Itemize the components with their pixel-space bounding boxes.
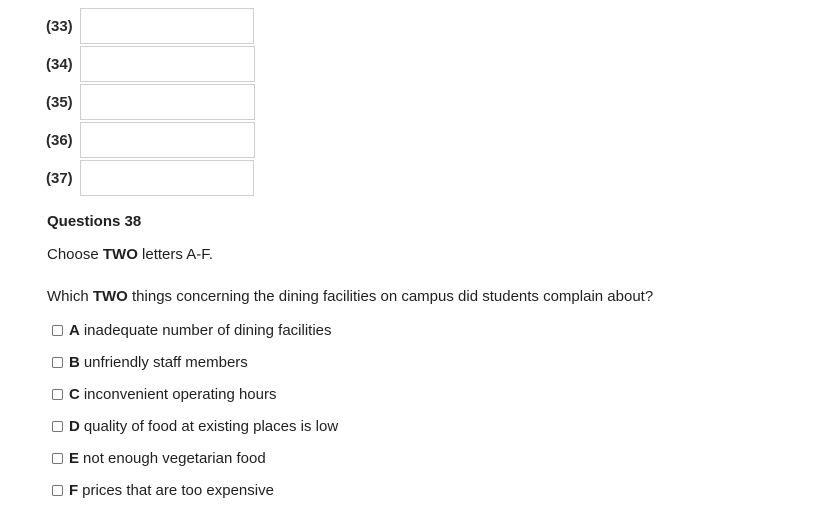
instruction-emphasis: TWO — [102, 246, 138, 263]
question-number-37: (37) — [46, 169, 73, 187]
option-a-checkbox[interactable] — [52, 325, 63, 336]
answer-row-37 — [46, 159, 254, 197]
question-number-36: (36) — [46, 131, 73, 149]
option-b-letter: B — [69, 353, 80, 371]
question-number-33: (33) — [46, 17, 73, 35]
option-d-letter: D — [69, 417, 80, 435]
answer-row-33 — [46, 7, 254, 45]
option-f[interactable] — [52, 479, 274, 501]
option-a[interactable] — [52, 319, 332, 341]
option-f-letter: F — [69, 481, 79, 499]
instruction-suffix: letters A-F. — [137, 246, 213, 263]
option-a-letter: A — [69, 321, 80, 339]
option-f-text: prices that are too expensive — [82, 481, 274, 499]
option-c-letter: C — [69, 385, 80, 403]
option-b[interactable] — [52, 351, 248, 373]
option-d-text: quality of food at existing places is low — [83, 417, 339, 435]
option-d-checkbox[interactable] — [52, 421, 63, 432]
option-c-checkbox[interactable] — [52, 389, 63, 400]
instruction-prefix: Choose — [47, 246, 103, 263]
answer-input-35[interactable] — [80, 84, 255, 120]
question-instruction — [47, 246, 213, 263]
question-number-35: (35) — [46, 93, 73, 111]
option-f-checkbox[interactable] — [52, 485, 63, 496]
prompt-suffix: things concerning the dining facilities on campus did students complain about? — [127, 288, 654, 305]
option-e[interactable] — [52, 447, 266, 469]
option-c-text: inconvenient operating hours — [83, 385, 277, 403]
option-b-text: unfriendly staff members — [83, 353, 248, 371]
option-e-text: not enough vegetarian food — [83, 449, 266, 467]
option-e-checkbox[interactable] — [52, 453, 63, 464]
question-number-34: (34) — [46, 55, 73, 73]
option-a-text: inadequate number of dining facilities — [83, 321, 332, 339]
option-d[interactable] — [52, 415, 338, 437]
answer-row-36 — [46, 121, 255, 159]
option-b-checkbox[interactable] — [52, 357, 63, 368]
answer-row-34 — [46, 45, 255, 83]
option-e-letter: E — [69, 449, 80, 467]
option-c[interactable] — [52, 383, 276, 405]
question-prompt — [47, 288, 653, 305]
answer-input-36[interactable] — [80, 122, 255, 158]
answer-row-35 — [46, 83, 255, 121]
answer-input-33[interactable] — [80, 8, 254, 44]
question-section-title: Questions 38 — [47, 213, 142, 230]
answer-input-37[interactable] — [80, 160, 254, 196]
prompt-prefix: Which — [47, 288, 93, 305]
prompt-emphasis: TWO — [92, 288, 128, 305]
answer-input-34[interactable] — [80, 46, 255, 82]
